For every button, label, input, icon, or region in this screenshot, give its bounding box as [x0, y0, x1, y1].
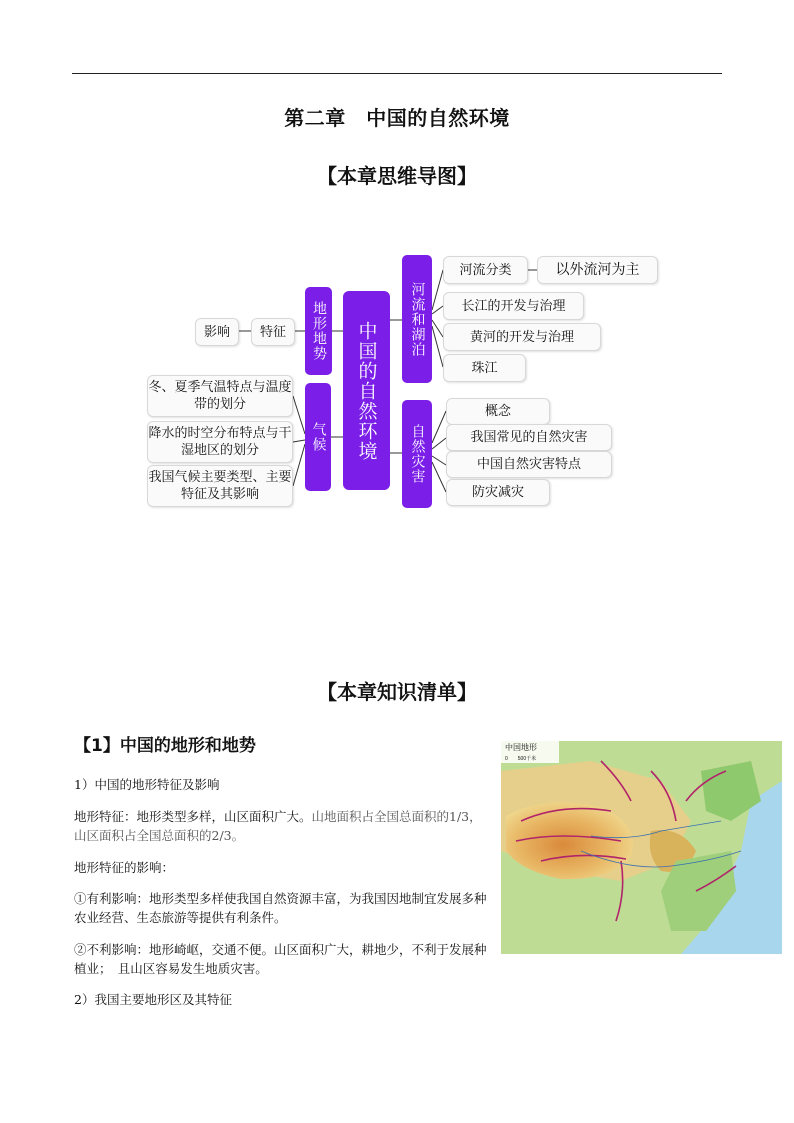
rivers-item-yellow: 黄河的开发与治理: [443, 323, 601, 351]
paragraph-terrain-features: [74, 807, 490, 845]
connector-rivers-1: [432, 270, 443, 310]
paragraph-negative-impact: ②不利影响：地形崎岖，交通不便。山区面积广大，耕地少，不利于发展种植业； 且山区容易发生地质灾害。: [74, 942, 487, 976]
connector-climate-item-2: [293, 440, 305, 442]
subheading-terrain-features: 1）中国的地形特征及影响: [74, 777, 220, 792]
rivers-node: 河流和湖泊: [402, 255, 432, 383]
section-1-heading: 【1】中国的地形和地势: [74, 736, 256, 756]
mindmap-connectors: [0, 230, 794, 530]
disasters-item-concept: 概念: [446, 398, 550, 425]
influence-title: 地形特征的影响：: [74, 860, 175, 875]
climate-item-temperature: 冬、夏季气温特点与温度带的划分: [147, 375, 293, 417]
subheading-landform-regions: 2）我国主要地形区及其特征: [74, 992, 232, 1007]
mindmap-heading: 【本章思维导图】: [317, 164, 477, 188]
mind-map: [0, 230, 794, 530]
map-title: 中国地形: [505, 743, 537, 752]
terrain-feature: 特征: [251, 318, 295, 346]
disasters-node: 自然灾害: [402, 400, 432, 508]
rivers-item-yangtze: 长江的开发与治理: [443, 292, 584, 320]
connector-rivers-3: [432, 320, 443, 337]
china-terrain-map: [501, 741, 782, 954]
terrain-influence: 影响: [195, 318, 239, 346]
connector-disasters-3: [432, 456, 446, 465]
disasters-item-prevention: 防灾减灾: [446, 479, 550, 506]
paragraph-positive-impact: ①有利影响：地形类型多样使我国自然资源丰富，为我国因地制宜发展多种农业经营、生态旅游等提供有利条件。: [74, 891, 487, 925]
climate-item-precipitation: 降水的时空分布特点与干湿地区的划分: [147, 421, 293, 463]
connector-disasters-1: [432, 411, 446, 443]
climate-node: 气候: [305, 383, 331, 491]
feature-detail: 山地面积占全国总面积的1/3，山区面积占全国总面积的2/3。: [74, 809, 482, 843]
connector-rivers-4: [432, 326, 443, 367]
feature-summary: 地形特征：地形类型多样，山区面积广大。: [74, 809, 312, 824]
disasters-item-features: 中国自然灾害特点: [446, 451, 612, 478]
connector-disasters-2: [432, 438, 446, 449]
rivers-item-classification: 河流分类: [443, 256, 528, 284]
top-rule: [72, 73, 722, 74]
terrain-node: 地形地势: [305, 287, 332, 375]
knowledge-heading: 【本章知识清单】: [317, 680, 477, 704]
climate-item-types: 我国气候主要类型、主要特征及其影响: [147, 465, 293, 507]
chapter-title: 第二章 中国的自然环境: [284, 106, 510, 130]
map-scale: 0 500千米: [505, 756, 537, 762]
disasters-item-common: 我国常见的自然灾害: [446, 424, 612, 451]
connector-climate-item-3: [293, 444, 305, 486]
rivers-item-pearl: 珠江: [443, 354, 526, 382]
connector-rivers-2: [432, 306, 443, 314]
rivers-type-detail: 以外流河为主: [537, 256, 658, 284]
center-node: 中国的自然环境: [343, 291, 390, 490]
connector-climate-item-1: [293, 396, 305, 434]
connector-disasters-4: [432, 462, 446, 492]
